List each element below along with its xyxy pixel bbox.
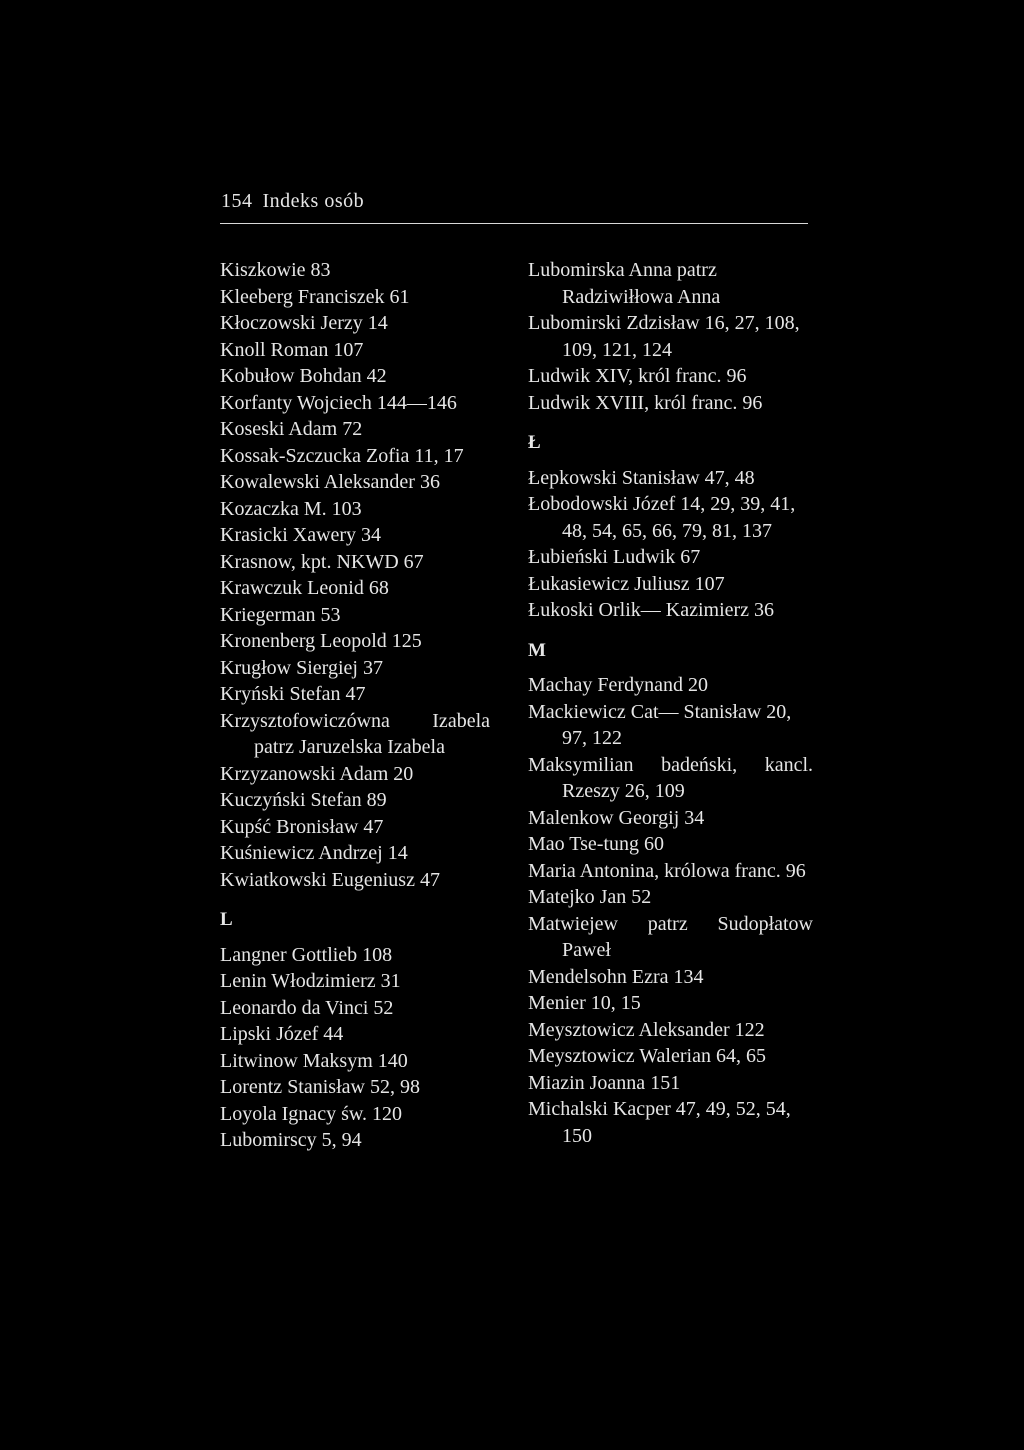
index-entry: Korfanty Wojciech 144—146 <box>220 391 457 414</box>
index-entry: Michalski Kacper 47, 49, 52, 54, 150 <box>528 1098 791 1147</box>
index-entry: Kupść Bronisław 47 <box>220 815 384 838</box>
index-entry: Lipski Józef 44 <box>220 1023 344 1045</box>
index-entry: Kuśniewicz Andrzej 14 <box>220 842 408 864</box>
index-entry: Łukoski Orlik— Kazimierz 36 <box>528 599 775 621</box>
m-entries <box>528 672 813 1149</box>
index-entry: Kiszkowie 83 <box>220 259 331 281</box>
index-entry: Matejko Jan 52 <box>528 886 652 908</box>
section-letter-l: L <box>220 909 233 930</box>
index-entry: Kuczyński Stefan 89 <box>220 789 387 811</box>
index-entry: Krzyzanowski Adam 20 <box>220 762 414 785</box>
index-entry: Krawczuk Leonid 68 <box>220 577 389 599</box>
index-entry: Mao Tse-tung 60 <box>528 833 664 855</box>
index-entry: Maksymilian badeński, kancl. Rzeszy 26, 109 <box>528 753 813 802</box>
index-entry: Mackiewicz Cat— Stanisław 20, 97, 122 <box>528 700 792 749</box>
index-entry: Kowalewski Aleksander 36 <box>220 471 440 493</box>
l-stroke-entries <box>528 465 813 624</box>
index-entry: Krasicki Xawery 34 <box>220 524 382 546</box>
index-entry: Kozaczka M. 103 <box>220 497 362 520</box>
index-entry: Łobodowski Józef 14, 29, 39, 41, 48, 54, 65, 66, 79, 81, 137 <box>528 493 796 542</box>
index-entry: Ludwik XVIII, król franc. 96 <box>528 391 763 414</box>
index-entry: Langner Gottlieb 108 <box>220 943 393 966</box>
index-entry: Loyola Ignacy św. 120 <box>220 1102 402 1125</box>
header-rule <box>220 223 808 224</box>
page-title: Indeks osób <box>262 190 365 212</box>
index-entry: Lubomirska Anna patrz Radziwiłłowa Anna <box>528 259 721 308</box>
page-header <box>221 190 364 213</box>
index-entry: Matwiejew patrz Sudopłatow Paweł <box>528 912 813 961</box>
index-entry: Kwiatkowski Eugeniusz 47 <box>220 868 440 891</box>
index-entry: Łubieński Ludwik 67 <box>528 546 701 568</box>
index-entry: Malenkow Georgij 34 <box>528 806 705 829</box>
l-entries <box>220 942 490 1154</box>
index-entry: Krzysztofowiczówna Izabela patrz Jaruzelska Izabela <box>220 709 490 758</box>
index-entry: Meysztowicz Walerian 64, 65 <box>528 1045 766 1067</box>
index-column-left <box>220 257 490 1154</box>
page-number: 154 <box>221 190 253 212</box>
index-entry: Lorentz Stanisław 52, 98 <box>220 1076 420 1098</box>
index-entry: Menier 10, 15 <box>528 992 641 1014</box>
index-entry: Łukasiewicz Juliusz 107 <box>528 572 725 595</box>
index-entry: Maria Antonina, królowa franc. 96 <box>528 859 806 882</box>
index-entry: Machay Ferdynand 20 <box>528 674 708 696</box>
index-entry: Kronenberg Leopold 125 <box>220 630 422 652</box>
section-letter-m: M <box>528 639 546 661</box>
index-entry: Kryński Stefan 47 <box>220 683 366 705</box>
index-entry: Ludwik XIV, król franc. 96 <box>528 365 747 387</box>
index-entry: Lenin Włodzimierz 31 <box>220 970 401 992</box>
section-letter-l-stroke: Ł <box>528 432 541 453</box>
index-entry: Miazin Joanna 151 <box>528 1071 681 1094</box>
index-entry: Mendelsohn Ezra 134 <box>528 965 704 988</box>
index-column-right <box>528 257 813 1149</box>
index-entry: Krugłow Siergiej 37 <box>220 656 383 679</box>
l-continued-entries <box>528 257 813 416</box>
index-entry: Kobułow Bohdan 42 <box>220 365 387 387</box>
index-entry: Lubomirski Zdzisław 16, 27, 108, 109, 121, 124 <box>528 312 800 361</box>
k-entries <box>220 257 490 893</box>
index-entry: Lubomirscy 5, 94 <box>220 1129 362 1151</box>
index-entry: Kossak-Szczucka Zofia 11, 17 <box>220 444 464 467</box>
index-entry: Kleeberg Franciszek 61 <box>220 285 410 308</box>
index-entry: Kłoczowski Jerzy 14 <box>220 312 388 334</box>
index-entry: Leonardo da Vinci 52 <box>220 996 394 1019</box>
index-entry: Koseski Adam 72 <box>220 418 363 440</box>
index-entry: Litwinow Maksym 140 <box>220 1049 408 1072</box>
index-entry: Łepkowski Stanisław 47, 48 <box>528 466 755 489</box>
index-entry: Kriegerman 53 <box>220 603 341 626</box>
index-entry: Knoll Roman 107 <box>220 338 364 361</box>
index-entry: Meysztowicz Aleksander 122 <box>528 1018 765 1041</box>
index-entry: Krasnow, kpt. NKWD 67 <box>220 550 424 573</box>
